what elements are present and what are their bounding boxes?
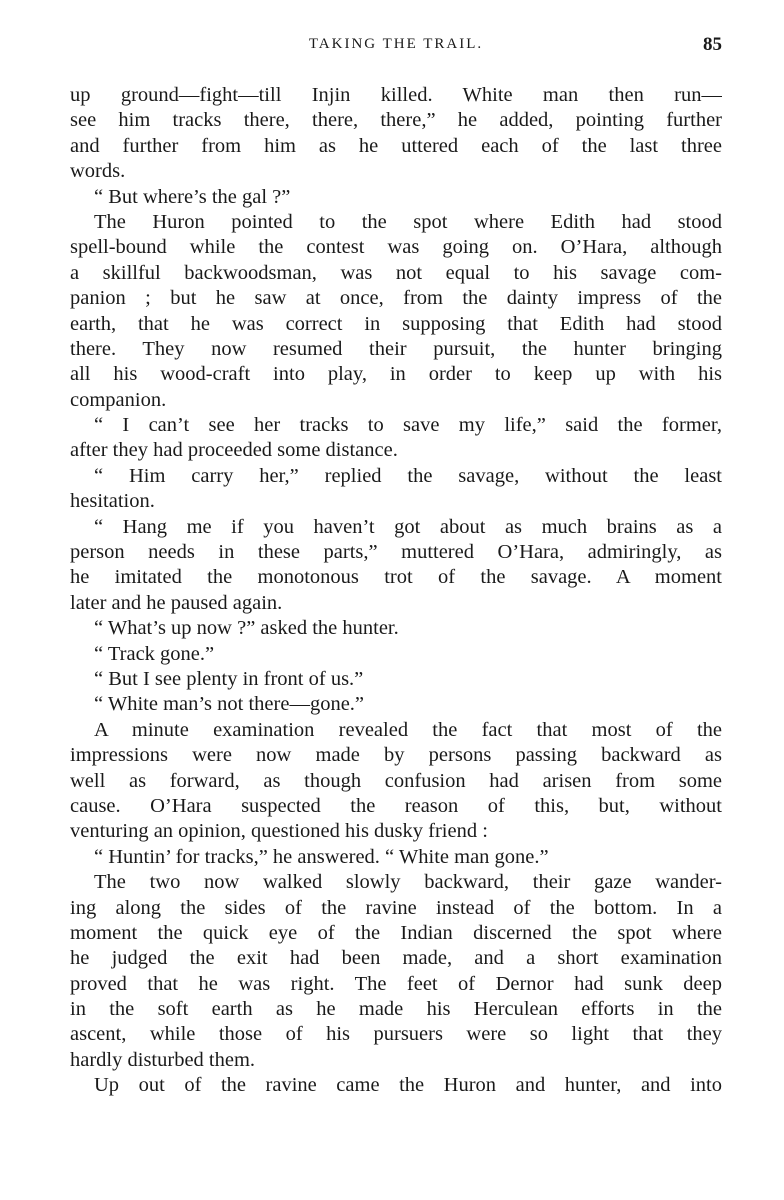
text-line: venturing an opinion, questioned his dusky friend : (70, 820, 488, 843)
text-line: companion. (70, 388, 167, 411)
text-line: Up out of the ravine came the Huron and hunter, and into (94, 1074, 722, 1097)
text-line: person needs in these parts,” muttered O’Hara, admiringly, as (70, 541, 722, 564)
text-line: he judged the exit had been made, and a short examination (70, 947, 722, 970)
running-title: TAKING THE TRAIL. (308, 36, 484, 52)
text-line: words. (70, 160, 126, 183)
text-line: see him tracks there, there, there,” he added, pointing further (70, 109, 722, 132)
text-line: up ground—fight—till Injin killed. White man then run— (70, 84, 722, 106)
text-line: “ Huntin’ for tracks,” he answered. “ White man gone.” (94, 845, 549, 868)
text-line: hesitation. (70, 490, 155, 513)
text-line: “ What’s up now ?” asked the hunter. (94, 617, 399, 640)
text-line: “ Track gone.” (94, 642, 215, 665)
text-line: impressions were now made by persons passing backward as (70, 744, 722, 767)
text-line: spell-bound while the contest was going on. O’Hara, although (70, 236, 722, 259)
page-number: 85 (703, 34, 722, 55)
text-line: a skillful backwoodsman, was not equal to his savage com- (70, 261, 722, 284)
text-line: “ I can’t see her tracks to save my life,” said the former, (94, 414, 722, 437)
text-line: “ Him carry her,” replied the savage, without the least (94, 464, 722, 487)
text-line: “ Hang me if you haven’t got about as much brains as a (94, 515, 722, 538)
text-line: “ But I see plenty in front of us.” (94, 667, 364, 690)
text-line: proved that he was right. The feet of Dernor had sunk deep (70, 972, 722, 995)
text-line: The two now walked slowly backward, their gaze wander- (94, 871, 722, 894)
text-line: panion ; but he saw at once, from the dainty impress of the (70, 287, 722, 310)
text-line: hardly disturbed them. (70, 1048, 256, 1071)
text-line: ascent, while those of his pursuers were so light that they (70, 1023, 722, 1046)
text-line: and further from him as he uttered each of the last three (70, 134, 722, 157)
text-line: “ But where’s the gal ?” (94, 185, 291, 208)
text-line: later and he paused again. (70, 591, 283, 614)
text-line: “ White man’s not there—gone.” (94, 693, 365, 716)
text-line: well as forward, as though confusion had arisen from some (70, 769, 722, 792)
text-line: cause. O’Hara suspected the reason of this, but, without (70, 794, 722, 817)
body-text (70, 83, 722, 1099)
text-line: moment the quick eye of the Indian discerned the spot where (70, 921, 722, 944)
text-line: A minute examination revealed the fact that most of the (94, 718, 722, 741)
running-head (70, 34, 722, 58)
text-line: ing along the sides of the ravine instead of the bottom. In a (70, 896, 722, 919)
text-line: The Huron pointed to the spot where Edith had stood (94, 210, 722, 233)
text-line: he imitated the monotonous trot of the savage. A moment (70, 566, 722, 589)
text-line: in the soft earth as he made his Herculean efforts in the (70, 998, 722, 1021)
text-line: all his wood-craft into play, in order to keep up with his (70, 363, 722, 386)
text-line: there. They now resumed their pursuit, the hunter bringing (70, 337, 722, 360)
text-line: earth, that he was correct in supposing that Edith had stood (70, 312, 722, 335)
text-line: after they had proceeded some distance. (70, 439, 398, 462)
